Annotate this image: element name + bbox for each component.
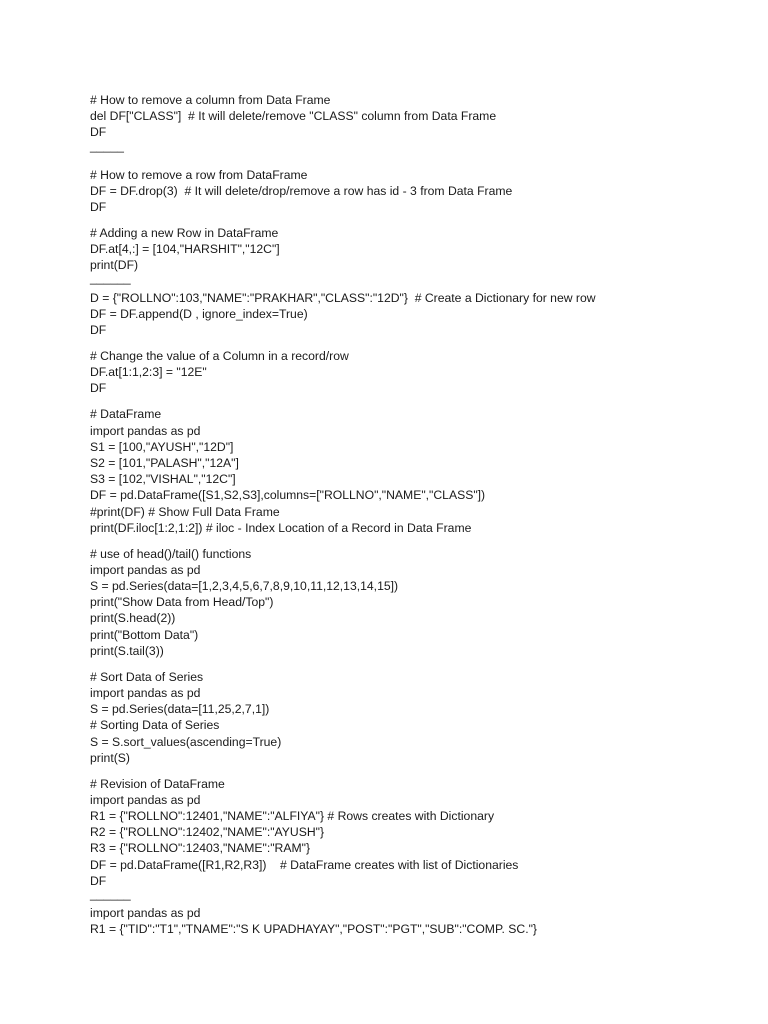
text-line: DF (90, 199, 107, 214)
text-line: # How to remove a column from Data Frame (90, 93, 331, 107)
text-line: R1 = {"TID":"T1","TNAME":"S K UPADHAYAY","POST":"PGT","SUB":"COMP. SC."} (90, 922, 538, 937)
text-line: DF = pd.DataFrame([S1,S2,S3],columns=["ROLLNO","NAME","CLASS"]) (90, 488, 486, 503)
block-gap (90, 536, 750, 546)
text-line: # use of head()/tail() functions (90, 546, 252, 561)
text-line: S = pd.Series(data=[1,2,3,4,5,6,7,8,9,10,11,12,13,14,15]) (90, 579, 399, 594)
text-line: import pandas as pd (90, 906, 201, 921)
block-gap (90, 338, 750, 348)
text-line: S2 = [101,"PALASH","12A"] (90, 455, 239, 470)
block-gap (90, 659, 750, 669)
text-line: S = pd.Series(data=[11,25,2,7,1]) (90, 702, 270, 717)
code-block (90, 669, 750, 766)
text-line: S1 = [100,"AYUSH","12D"] (90, 439, 234, 454)
code-block (90, 406, 750, 536)
text-line: print(S.tail(3)) (90, 643, 164, 658)
code-block (90, 546, 750, 659)
block-gap (90, 215, 750, 225)
text-line: DF (90, 381, 107, 396)
code-block (90, 92, 750, 157)
separator-line: ______ (90, 271, 131, 286)
text-line: # Revision of DataFrame (90, 776, 225, 791)
text-line: D = {"ROLLNO":103,"NAME":"PRAKHAR","CLASS":"12D"} # Create a Dictionary for new row (90, 290, 596, 305)
text-line: print(DF.iloc[1:2,1:2]) # iloc - Index Location of a Record in Data Frame (90, 520, 472, 535)
code-block (90, 225, 750, 338)
text-line: # DataFrame (90, 407, 162, 422)
text-line: print(S) (90, 750, 130, 765)
text-line: print(DF) (90, 258, 139, 273)
separator-line: ______ (90, 887, 131, 902)
text-line: DF = pd.DataFrame([R1,R2,R3]) # DataFrame creates with list of Dictionaries (90, 857, 519, 872)
text-line: print("Bottom Data") (90, 627, 199, 642)
block-gap (90, 397, 750, 407)
text-line: # Sort Data of Series (90, 669, 204, 684)
text-line: DF.at[4,:] = [104,"HARSHIT","12C"] (90, 242, 280, 257)
code-block (90, 776, 750, 938)
text-line: R1 = {"ROLLNO":12401,"NAME":"ALFIYA"} # Rows creates with Dictionary (90, 809, 495, 824)
text-line: DF = DF.drop(3) # It will delete/drop/remove a row has id - 3 from Data Frame (90, 183, 513, 198)
text-line: S3 = [102,"VISHAL","12C"] (90, 472, 236, 487)
text-line: # Adding a new Row in DataFrame (90, 225, 279, 240)
separator-line: _____ (90, 138, 124, 153)
text-line: import pandas as pd (90, 562, 201, 577)
text-line: R3 = {"ROLLNO":12403,"NAME":"RAM"} (90, 841, 311, 856)
text-line: # Sorting Data of Series (90, 718, 220, 733)
text-line: print(S.head(2)) (90, 611, 176, 626)
text-line: # How to remove a row from DataFrame (90, 167, 308, 182)
text-line: R2 = {"ROLLNO":12402,"NAME":"AYUSH"} (90, 825, 325, 840)
text-line: # Change the value of a Column in a record/row (90, 349, 349, 364)
text-line: print("Show Data from Head/Top") (90, 595, 274, 610)
text-line: DF (90, 323, 107, 338)
text-line: DF.at[1:1,2:3] = "12E" (90, 365, 207, 380)
text-line: import pandas as pd (90, 792, 201, 807)
text-line: DF = DF.append(D , ignore_index=True) (90, 306, 308, 321)
text-line: DF (90, 125, 107, 140)
block-gap (90, 157, 750, 167)
code-block (90, 348, 750, 397)
text-line: import pandas as pd (90, 423, 201, 438)
text-line: S = S.sort_values(ascending=True) (90, 734, 282, 749)
text-line: #print(DF) # Show Full Data Frame (90, 504, 280, 519)
code-block (90, 167, 750, 216)
text-line: import pandas as pd (90, 685, 201, 700)
text-line: DF (90, 873, 107, 888)
block-gap (90, 766, 750, 776)
text-line: del DF["CLASS"] # It will delete/remove "CLASS" column from Data Frame (90, 109, 497, 124)
document-text (90, 92, 750, 938)
